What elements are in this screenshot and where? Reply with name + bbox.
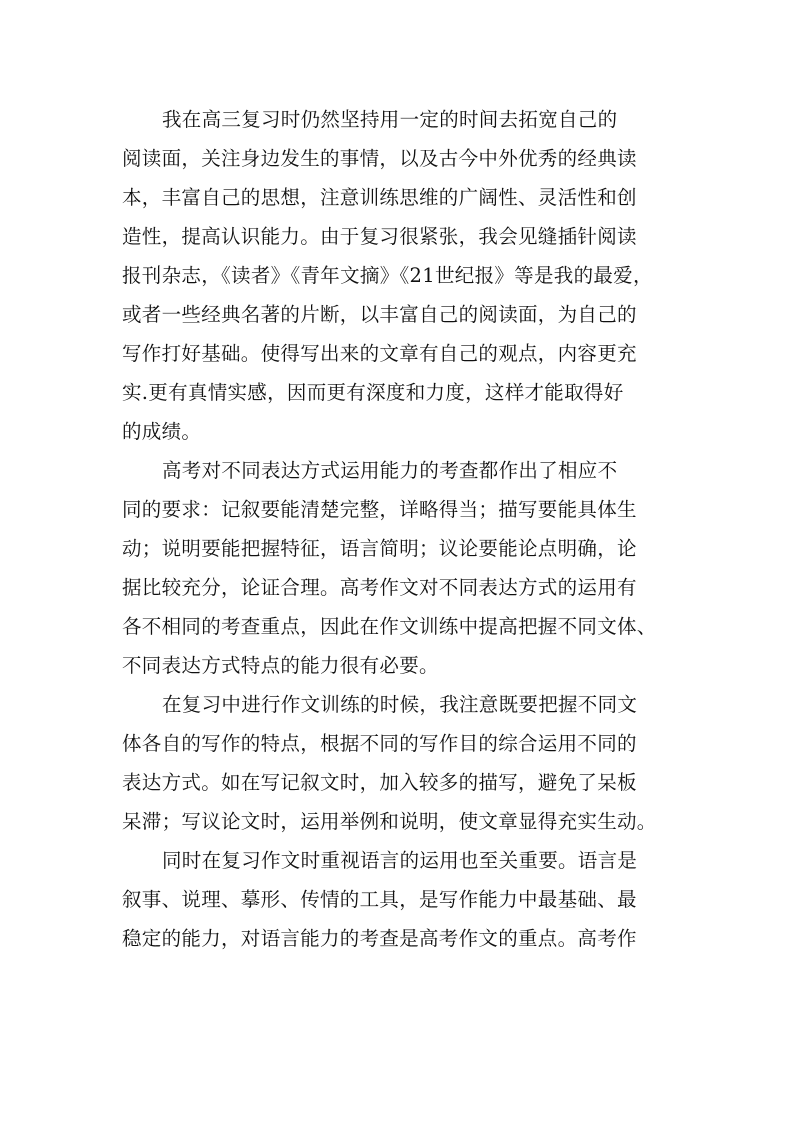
paragraph-line: 表达方式。如在写记叙文时，加入较多的描写，避免了呆板 — [122, 771, 637, 794]
paragraph-line: 在复习中进行作文训练的时候，我注意既要把握不同文 — [162, 693, 638, 716]
paragraph-line: 造性，提高认识能力。由于复习很紧张，我会见缝插针阅读 — [122, 225, 637, 248]
paragraph-line: 体各自的写作的特点，根据不同的写作目的综合运用不同的 — [122, 732, 637, 755]
paragraph-line: 同时在复习作文时重视语言的运用也至关重要。语言是 — [162, 849, 638, 872]
paragraph-line: 或者一些经典名著的片断，以丰富自己的阅读面，为自己的 — [122, 303, 637, 326]
paragraph-line: 写作打好基础。使得写出来的文章有自己的观点，内容更充 — [122, 342, 637, 365]
document-body — [122, 100, 682, 958]
paragraph-line: 稳定的能力，对语言能力的考查是高考作文的重点。高考作 — [122, 927, 637, 950]
paragraph-expression-modes — [122, 451, 682, 685]
paragraph-line: 报刊杂志，《读者》《青年文摘》《21世纪报》等是我的最爱， — [122, 264, 653, 287]
paragraph-language-use — [122, 841, 682, 958]
paragraph-line: 高考对不同表达方式运用能力的考查都作出了相应不 — [162, 459, 618, 482]
paragraph-line: 呆滞；写议论文时，运用举例和说明，使文章显得充实生动。 — [122, 810, 657, 833]
paragraph-line: 据比较充分，论证合理。高考作文对不同表达方式的运用有 — [122, 576, 637, 599]
paragraph-line: 叙事、说理、摹形、传情的工具，是写作能力中最基础、最 — [122, 888, 637, 911]
paragraph-line: 动；说明要能把握特征，语言简明；议论要能论点明确，论 — [122, 537, 637, 560]
paragraph-line: 同的要求：记叙要能清楚完整，详略得当；描写要能具体生 — [122, 498, 637, 521]
paragraph-writing-practice — [122, 685, 682, 841]
paragraph-line: 的成绩。 — [122, 420, 202, 443]
paragraph-reading-breadth — [122, 100, 682, 451]
paragraph-line: 各不相同的考查重点，因此在作文训练中提高把握不同文体、 — [122, 615, 657, 638]
paragraph-line: 本，丰富自己的思想，注意训练思维的广阔性、灵活性和创 — [122, 186, 637, 209]
paragraph-line: 我在高三复习时仍然坚持用一定的时间去拓宽自己的 — [162, 108, 618, 131]
paragraph-line: 实.更有真情实感，因而更有深度和力度，这样才能取得好 — [122, 381, 624, 404]
paragraph-line: 不同表达方式特点的能力很有必要。 — [122, 654, 439, 677]
paragraph-line: 阅读面，关注身边发生的事情，以及古今中外优秀的经典读 — [122, 147, 637, 170]
